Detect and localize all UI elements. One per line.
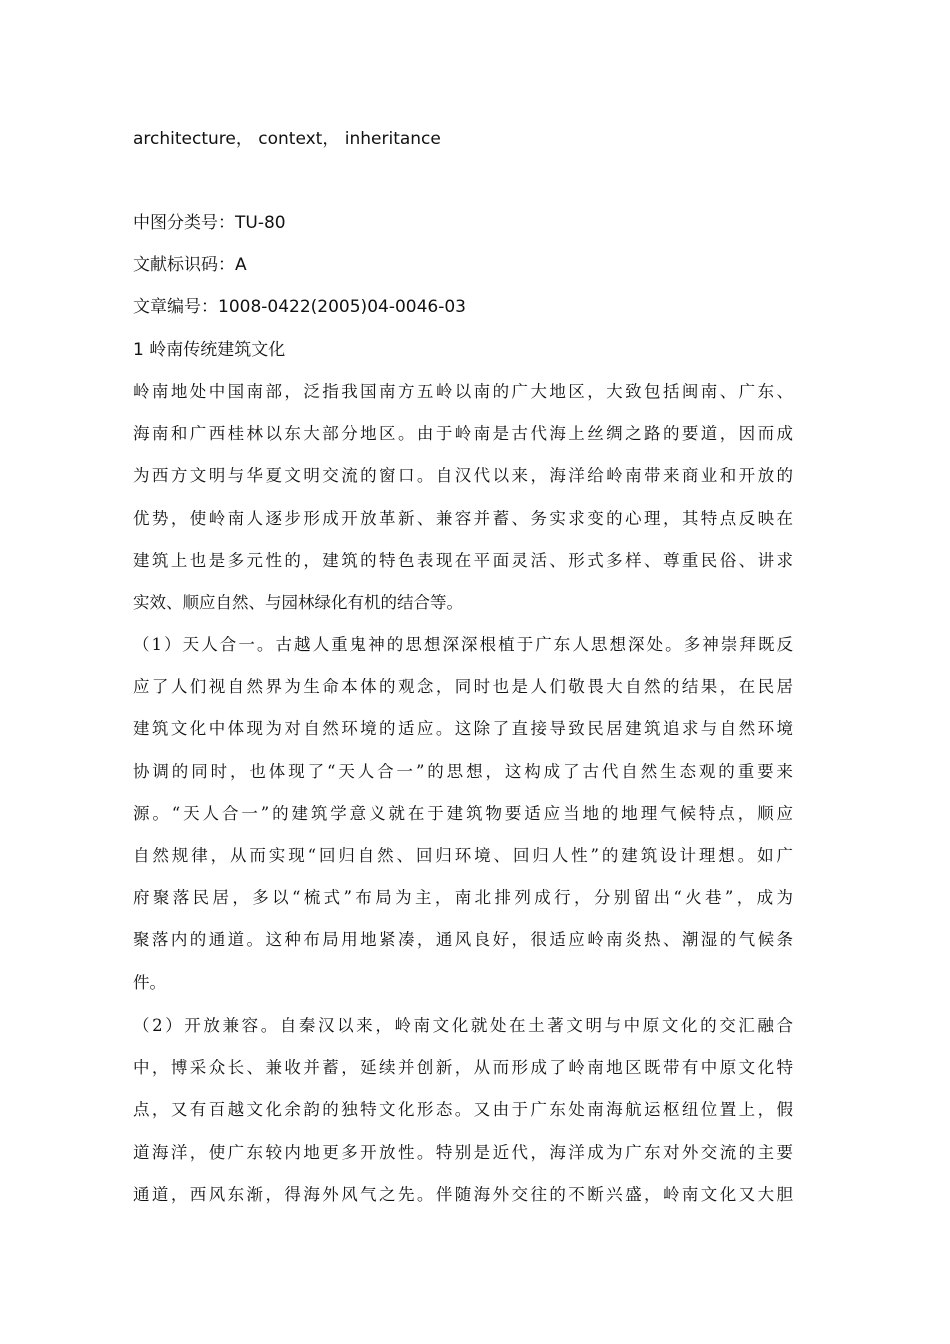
paragraph-line: 建筑上也是多元性的，建筑的特色表现在平面灵活、形式多样、尊重民俗、讲求 [133,550,793,570]
article-number: 文章编号：1008-0422(2005)04-0046-03 [133,297,466,317]
paragraph-openness [133,1005,793,1216]
paragraph-line: 协调的同时，也体现了“天人合一”的思想，这构成了古代自然生态观的重要来 [133,761,793,781]
paragraph-harmony [133,624,793,1004]
paragraph-line: 优势，使岭南人逐步形成开放革新、兼容并蓄、务实求变的心理，其特点反映在 [133,508,793,528]
paragraph-line: 实效、顺应自然、与园林绿化有机的结合等。 [133,593,463,613]
classification-number: 中图分类号：TU-80 [133,213,286,233]
section-heading: 1 岭南传统建筑文化 [133,340,286,360]
paragraph-line: 件。 [133,972,166,992]
paragraph-line: 建筑文化中体现为对自然环境的适应。这除了直接导致民居建筑追求与自然环境 [133,719,793,739]
paragraph-line: （1）天人合一。古越人重鬼神的思想深深根植于广东人思想深处。多神崇拜既反 [133,635,793,654]
paragraph-line: 点，又有百越文化余韵的独特文化形态。又由于广东处南海航运枢纽位置上，假 [133,1100,793,1120]
paragraph-line: 应了人们视自然界为生命本体的观念，同时也是人们敬畏大自然的结果，在民居 [133,677,793,697]
paragraph-intro [133,371,793,624]
paragraph-line: 为西方文明与华夏文明交流的窗口。自汉代以来，海洋给岭南带来商业和开放的 [133,466,793,486]
paragraph-line: 源。“天人合一”的建筑学意义就在于建筑物要适应当地的地理气候特点，顺应 [133,803,793,823]
paragraph-line: 岭南地处中国南部，泛指我国南方五岭以南的广大地区，大致包括闽南、广东、 [133,382,793,401]
keywords-line: architecture， context， inheritance [133,129,441,149]
paragraph-line: 道海洋，使广东较内地更多开放性。特别是近代，海洋成为广东对外交流的主要 [133,1142,793,1162]
paragraph-line: 中，博采众长、兼收并蓄，延续并创新，从而形成了岭南地区既带有中原文化特 [133,1058,793,1078]
paragraph-line: 海南和广西桂林以东大部分地区。由于岭南是古代海上丝绸之路的要道，因而成 [133,424,793,444]
paragraph-line: 府聚落民居，多以“梳式”布局为主，南北排列成行，分别留出“火巷”，成为 [133,888,793,908]
paragraph-line: （2）开放兼容。自秦汉以来，岭南文化就处在土著文明与中原文化的交汇融合 [133,1016,793,1035]
paragraph-line: 自然规律，从而实现“回归自然、回归环境、回归人性”的建筑设计理想。如广 [133,846,793,866]
paragraph-line: 聚落内的通道。这种布局用地紧凑，通风良好，很适应岭南炎热、潮湿的气候条 [133,930,793,950]
paragraph-line: 通道，西风东渐，得海外风气之先。伴随海外交往的不断兴盛，岭南文化又大胆 [133,1184,793,1204]
document-code: 文献标识码：A [133,255,247,275]
